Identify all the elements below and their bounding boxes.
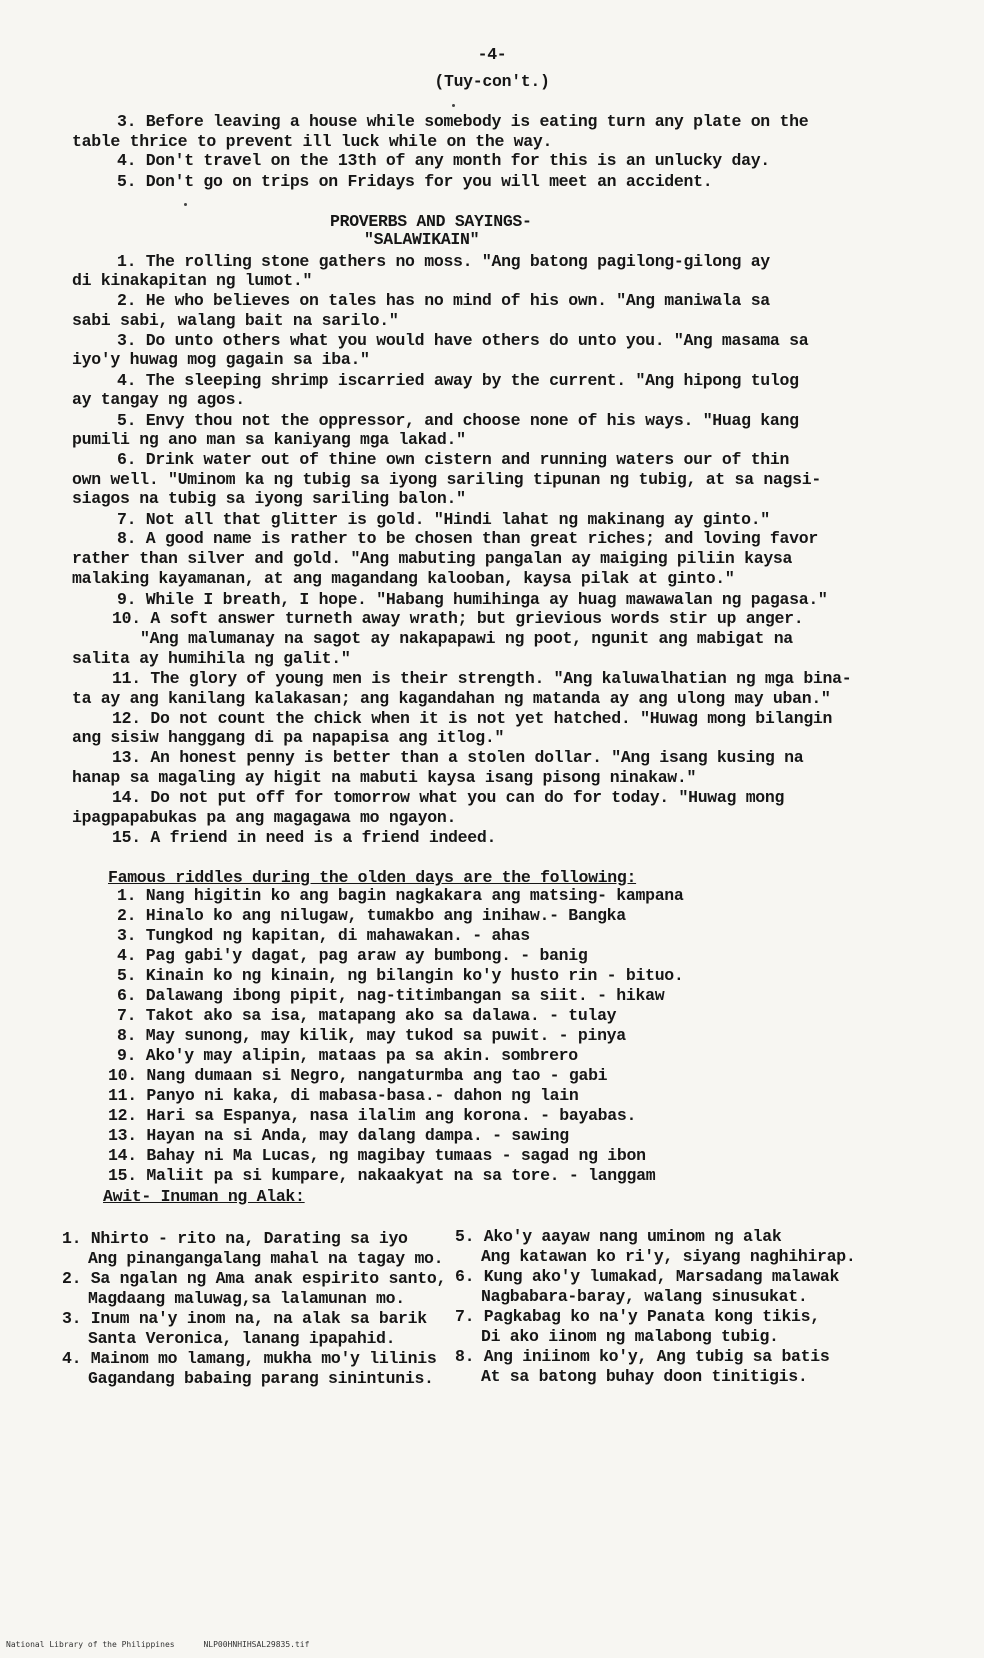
- riddle-item: 9. Ako'y may alipin, mataas pa sa akin. sombrero: [117, 1046, 578, 1065]
- proverb-line: 1. The rolling stone gathers no moss. "Ang batong pagilong-gilong ay: [117, 252, 770, 271]
- riddle-item: 13. Hayan na si Anda, may dalang dampa. - sawing: [108, 1126, 569, 1145]
- song-verse-line: Santa Veronica, lanang ipapahid.: [88, 1329, 396, 1348]
- song-verse-line: Magdaang maluwag,sa lalamunan mo.: [88, 1289, 405, 1308]
- proverb-line: pumili ng ano man sa kaniyang mga lakad.": [72, 430, 466, 449]
- superstition-line: 5. Don't go on trips on Fridays for you will meet an accident.: [117, 172, 713, 191]
- song-verse-line: 1. Nhirto - rito na, Darating sa iyo: [62, 1229, 408, 1248]
- song-verse-line: 2. Sa ngalan ng Ama anak espirito santo,: [62, 1269, 447, 1288]
- speck: [452, 104, 455, 107]
- proverb-line: 9. While I breath, I hope. "Habang humihinga ay huag mawawalan ng pagasa.": [117, 590, 828, 609]
- proverb-line: ang sisiw hanggang di pa napapisa ang itlog.": [72, 728, 505, 747]
- proverb-line: ay tangay ng agos.: [72, 390, 245, 409]
- riddles-title: Famous riddles during the olden days are the following:: [108, 868, 637, 887]
- proverb-line: 7. Not all that glitter is gold. "Hindi lahat ng makinang ay ginto.": [117, 510, 770, 529]
- proverb-line: ipagpapabukas pa ang magagawa mo ngayon.: [72, 808, 457, 827]
- proverb-line: 12. Do not count the chick when it is not yet hatched. "Huwag mong bilangin: [112, 709, 833, 728]
- song-verse-line: Ang katawan ko ri'y, siyang naghihirap.: [481, 1247, 856, 1266]
- riddle-item: 6. Dalawang ibong pipit, nag-titimbangan sa siit. - hikaw: [117, 986, 665, 1005]
- proverb-line: rather than silver and gold. "Ang mabuting pangalan ay maiging piliin kaysa: [72, 549, 793, 568]
- proverb-line: 6. Drink water out of thine own cistern and running waters our of thin: [117, 450, 790, 469]
- proverb-line: di kinakapitan ng lumot.": [72, 271, 313, 290]
- proverbs-title: PROVERBS AND SAYINGS-: [330, 212, 532, 231]
- proverb-line: sabi sabi, walang bait na sarilo.": [72, 311, 399, 330]
- page-number: -4-: [477, 45, 507, 64]
- proverb-line: ta ay ang kanilang kalakasan; ang kagandahan ng matanda ay ang ulong may uban.": [72, 689, 831, 708]
- riddle-item: 12. Hari sa Espanya, nasa ilalim ang korona. - bayabas.: [108, 1106, 637, 1125]
- song-verse-line: 8. Ang iniinom ko'y, Ang tubig sa batis: [455, 1347, 830, 1366]
- song-verse-line: Di ako iinom ng malabong tubig.: [481, 1327, 779, 1346]
- proverb-line: 10. A soft answer turneth away wrath; but grievious words stir up anger.: [112, 609, 804, 628]
- song-verse-line: Gagandang babaing parang sinintunis.: [88, 1369, 434, 1388]
- superstition-line: table thrice to prevent ill luck while on the way.: [72, 132, 553, 151]
- proverb-line: malaking kayamanan, at ang magandang kalooban, kaysa pilak at ginto.": [72, 569, 735, 588]
- proverb-line: 3. Do unto others what you would have others do unto you. "Ang masama sa: [117, 331, 809, 350]
- song-verse-line: Ang pinangangalang mahal na tagay mo.: [88, 1249, 444, 1268]
- riddle-item: 7. Takot ako sa isa, matapang ako sa dalawa. - tulay: [117, 1006, 617, 1025]
- riddle-item: 5. Kinain ko ng kinain, ng bilangin ko'y husto rin - bituo.: [117, 966, 684, 985]
- riddle-item: 14. Bahay ni Ma Lucas, ng magibay tumaas - sagad ng ibon: [108, 1146, 646, 1165]
- riddle-item: 11. Panyo ni kaka, di mabasa-basa.- dahon ng lain: [108, 1086, 579, 1105]
- song-verse-line: 6. Kung ako'y lumakad, Marsadang malawak: [455, 1267, 840, 1286]
- proverb-line: "Ang malumanay na sagot ay nakapapawi ng poot, ngunit ang mabigat na: [140, 629, 793, 648]
- proverb-line: 4. The sleeping shrimp iscarried away by the current. "Ang hipong tulog: [117, 371, 799, 390]
- riddle-item: 2. Hinalo ko ang nilugaw, tumakbo ang inihaw.- Bangka: [117, 906, 626, 925]
- song-title: Awit- Inuman ng Alak:: [103, 1187, 305, 1206]
- proverb-line: 5. Envy thou not the oppressor, and choose none of his ways. "Huag kang: [117, 411, 799, 430]
- proverb-line: salita ay humihila ng galit.": [72, 649, 351, 668]
- riddle-item: 1. Nang higitin ko ang bagin nagkakara ang matsing- kampana: [117, 886, 684, 905]
- riddle-item: 3. Tungkod ng kapitan, di mahawakan. - ahas: [117, 926, 530, 945]
- song-verse-line: 3. Inum na'y inom na, na alak sa barik: [62, 1309, 427, 1328]
- proverbs-subtitle: "SALAWIKAIN": [364, 230, 480, 249]
- riddle-item: 4. Pag gabi'y dagat, pag araw ay bumbong. - banig: [117, 946, 588, 965]
- superstition-line: 4. Don't travel on the 13th of any month for this is an unlucky day.: [117, 151, 770, 170]
- proverb-line: 15. A friend in need is a friend indeed.: [112, 828, 497, 847]
- proverb-line: iyo'y huwag mog gagain sa iba.": [72, 350, 370, 369]
- song-verse-line: 4. Mainom mo lamang, mukha mo'y lilinis: [62, 1349, 437, 1368]
- proverb-line: siagos na tubig sa iyong sariling balon.": [72, 489, 466, 508]
- proverb-line: 14. Do not put off for tomorrow what you can do for today. "Huwag mong: [112, 788, 785, 807]
- archive-footer: National Library of the Philippines NLP00HNHIHSAL29835.tif: [6, 1640, 310, 1649]
- proverb-line: own well. "Uminom ka ng tubig sa iyong sariling tipunan ng tubig, at sa nagsi-: [72, 470, 821, 489]
- proverb-line: 13. An honest penny is better than a stolen dollar. "Ang isang kusing na: [112, 748, 804, 767]
- proverb-line: 11. The glory of young men is their strength. "Ang kaluwalhatian ng mga bina-: [112, 669, 852, 688]
- riddle-item: 15. Maliit pa si kumpare, nakaakyat na sa tore. - langgam: [108, 1166, 656, 1185]
- superstition-line: 3. Before leaving a house while somebody is eating turn any plate on the: [117, 112, 809, 131]
- proverb-line: hanap sa magaling ay higit na mabuti kaysa isang pisong ninakaw.": [72, 768, 697, 787]
- song-verse-line: At sa batong buhay doon tinitigis.: [481, 1367, 808, 1386]
- riddle-item: 8. May sunong, may kilik, may tukod sa puwit. - pinya: [117, 1026, 626, 1045]
- continued-label: (Tuy-con't.): [434, 72, 550, 91]
- proverb-line: 8. A good name is rather to be chosen than great riches; and loving favor: [117, 529, 818, 548]
- song-verse-line: Nagbabara-baray, walang sinusukat.: [481, 1287, 808, 1306]
- proverb-line: 2. He who believes on tales has no mind of his own. "Ang maniwala sa: [117, 291, 770, 310]
- song-verse-line: 5. Ako'y aayaw nang uminom ng alak: [455, 1227, 782, 1246]
- song-verse-line: 7. Pagkabag ko na'y Panata kong tikis,: [455, 1307, 820, 1326]
- speck: [184, 203, 187, 206]
- riddle-item: 10. Nang dumaan si Negro, nangaturmba ang tao - gabi: [108, 1066, 608, 1085]
